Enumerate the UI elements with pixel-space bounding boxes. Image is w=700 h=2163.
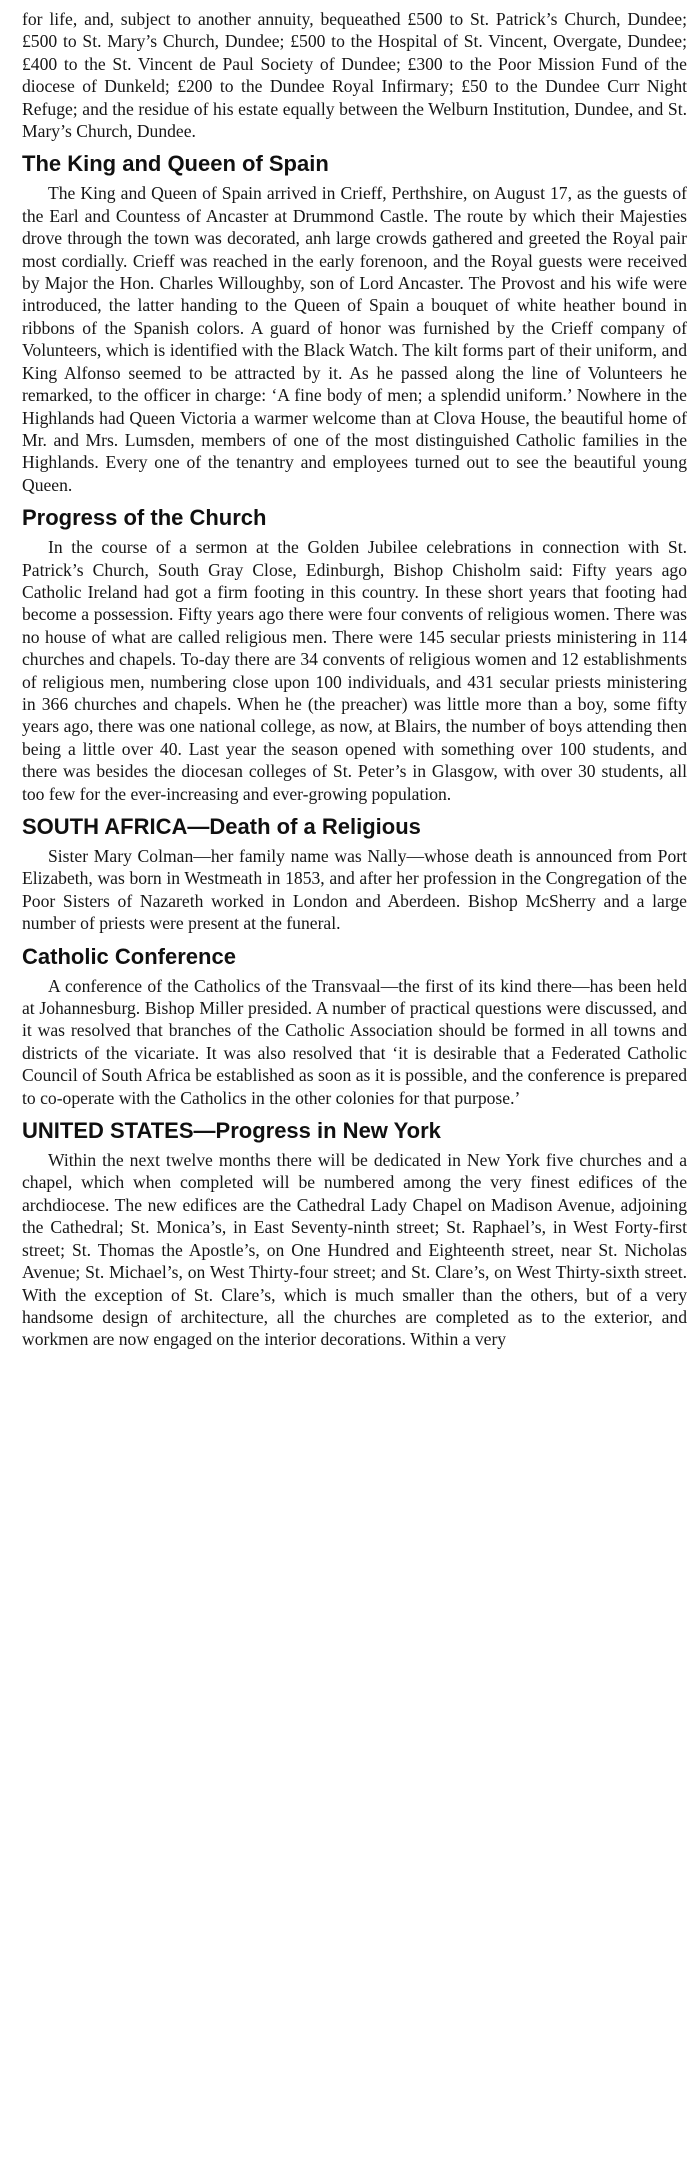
opening-paragraph: for life, and, subject to another annuity, bequeathed £500 to St. Patrick’s Church, Dundee; £500 to St. Mary’s Church, Dundee; £500 to the Hospital of St. Vincent, Overgate, Dundee; £400 to the St. Vincent de Paul Society of Dundee; £300 to the Poor Mission Fund of the diocese of Dunkeld; £200 to the Dundee Royal Infirmary; £50 to the Dundee Curr Night Refuge; and the residue of his estate equally between the Welburn Institution, Dundee, and St. Mary’s Church, Dundee.: [22, 9, 687, 142]
article-body: In the course of a sermon at the Golden Jubilee celebrations in connection with St. Patrick’s Church, South Gray Close, Edinburgh, Bishop Chisholm said: Fifty years ago Catholic Ireland had got a firm footing in this country. In these short years that footing had become a possession. Fifty years ago there were four convents of religious women. There was no house of what are called religious men. There were 145 secular priests ministering in 114 churches and chapels. To-day there are 34 convents of religious women and 12 establishments of religious men, numbering close upon 100 individuals, and 431 secular priests ministering in 366 churches and chapels. When he (the preacher) was little more than a boy, some fifty years ago, there was one national college, as now, at Blairs, the number of boys attending then being a little over 40. Last year the season opened with something over 100 students, and there was besides the diocesan colleges of St. Peter’s in Glasgow, with over 30 students, all too few for the ever-increasing and ever-growing population.: [22, 537, 687, 804]
article-heading: SOUTH AFRICA—Death of a Religious: [22, 814, 421, 839]
article-heading: UNITED STATES—Progress in New York: [22, 1118, 441, 1144]
article-progress-of-church: [22, 505, 687, 805]
article-body: The King and Queen of Spain arrived in Crieff, Perthshire, on August 17, as the guests of the Earl and Countess of Ancaster at Drummond Castle. The route by which their Majesties drove through the town was decorated, anh large crowds gathered and greeted the Royal pair most cordially. Crieff was reached in the early forenoon, and the Royal guests were received by Major the Hon. Charles Willoughby, son of Lord Ancaster. The Provost and his wife were introduced, the latter handing to the Queen of Spain a bouquet of white heather bound in ribbons of the Spanish colors. A guard of honor was furnished by the Crieff company of Volunteers, which is identified with the Black Watch. The kilt forms part of their uniform, and King Alfonso seemed to be attracted by it. As he passed along the line of Volunteers he remarked, to the officer in charge: ‘A fine body of men; a splendid uniform.’ Nowhere in the Highlands had Queen Victoria a warmer welcome than at Clova House, the beautiful home of Mr. and Mrs. Lumsden, members of one of the most distinguished Catholic families in the Highlands. Every one of the tenantry and employees turned out to see the beautiful young Queen.: [22, 183, 687, 495]
article-heading: The King and Queen of Spain: [22, 151, 329, 177]
article-body: Sister Mary Colman—her family name was Nally—whose death is announced from Port Elizabeth, was born in Westmeath in 1853, and after her profession in the Congregation of the Poor Sisters of Nazareth worked in London and Aberdeen. Bishop McSherry and a large number of priests were present at the funeral.: [22, 846, 687, 934]
article-catholic-conference: [22, 944, 687, 1109]
article-south-africa-death: [22, 814, 687, 935]
article-heading: Progress of the Church: [22, 505, 267, 531]
article-king-queen-spain: [22, 151, 687, 496]
article-body: A conference of the Catholics of the Transvaal—the first of its kind there—has been held at Johannesburg. Bishop Miller presided. A number of practical questions were discussed, and it was resolved that branches of the Catholic Association should be formed in all towns and districts of the vicariate. It was also resolved that ‘it is desirable that a Federated Catholic Council of South Africa be established as soon as it is possible, and the conference is prepared to co-operate with the Catholics in the other colonies for that purpose.’: [22, 975, 687, 1108]
article-heading: Catholic Conference: [22, 943, 236, 969]
article-body: Within the next twelve months there will be dedicated in New York five churches and a chapel, which when completed will be numbered among the very finest edifices of the archdiocese. The new edifices are the Cathedral Lady Chapel on Madison Avenue, adjoining the Cathedral; St. Monica’s, in East Seventy-ninth street; St. Raphael’s, in West Forty-first street; St. Thomas the Apostle’s, on One Hundred and Eighteenth street, near St. Nicholas Avenue; St. Michael’s, on West Thirty-four street; and St. Clare’s, on West Thirty-sixth street. With the exception of St. Clare’s, which is much smaller than the others, but of a very handsome design of architecture, all the churches are completed as to the exterior, and workmen are now engaged on the interior decorations. Within a very: [22, 1150, 687, 1350]
article-united-states-new-york: [22, 1118, 687, 1351]
